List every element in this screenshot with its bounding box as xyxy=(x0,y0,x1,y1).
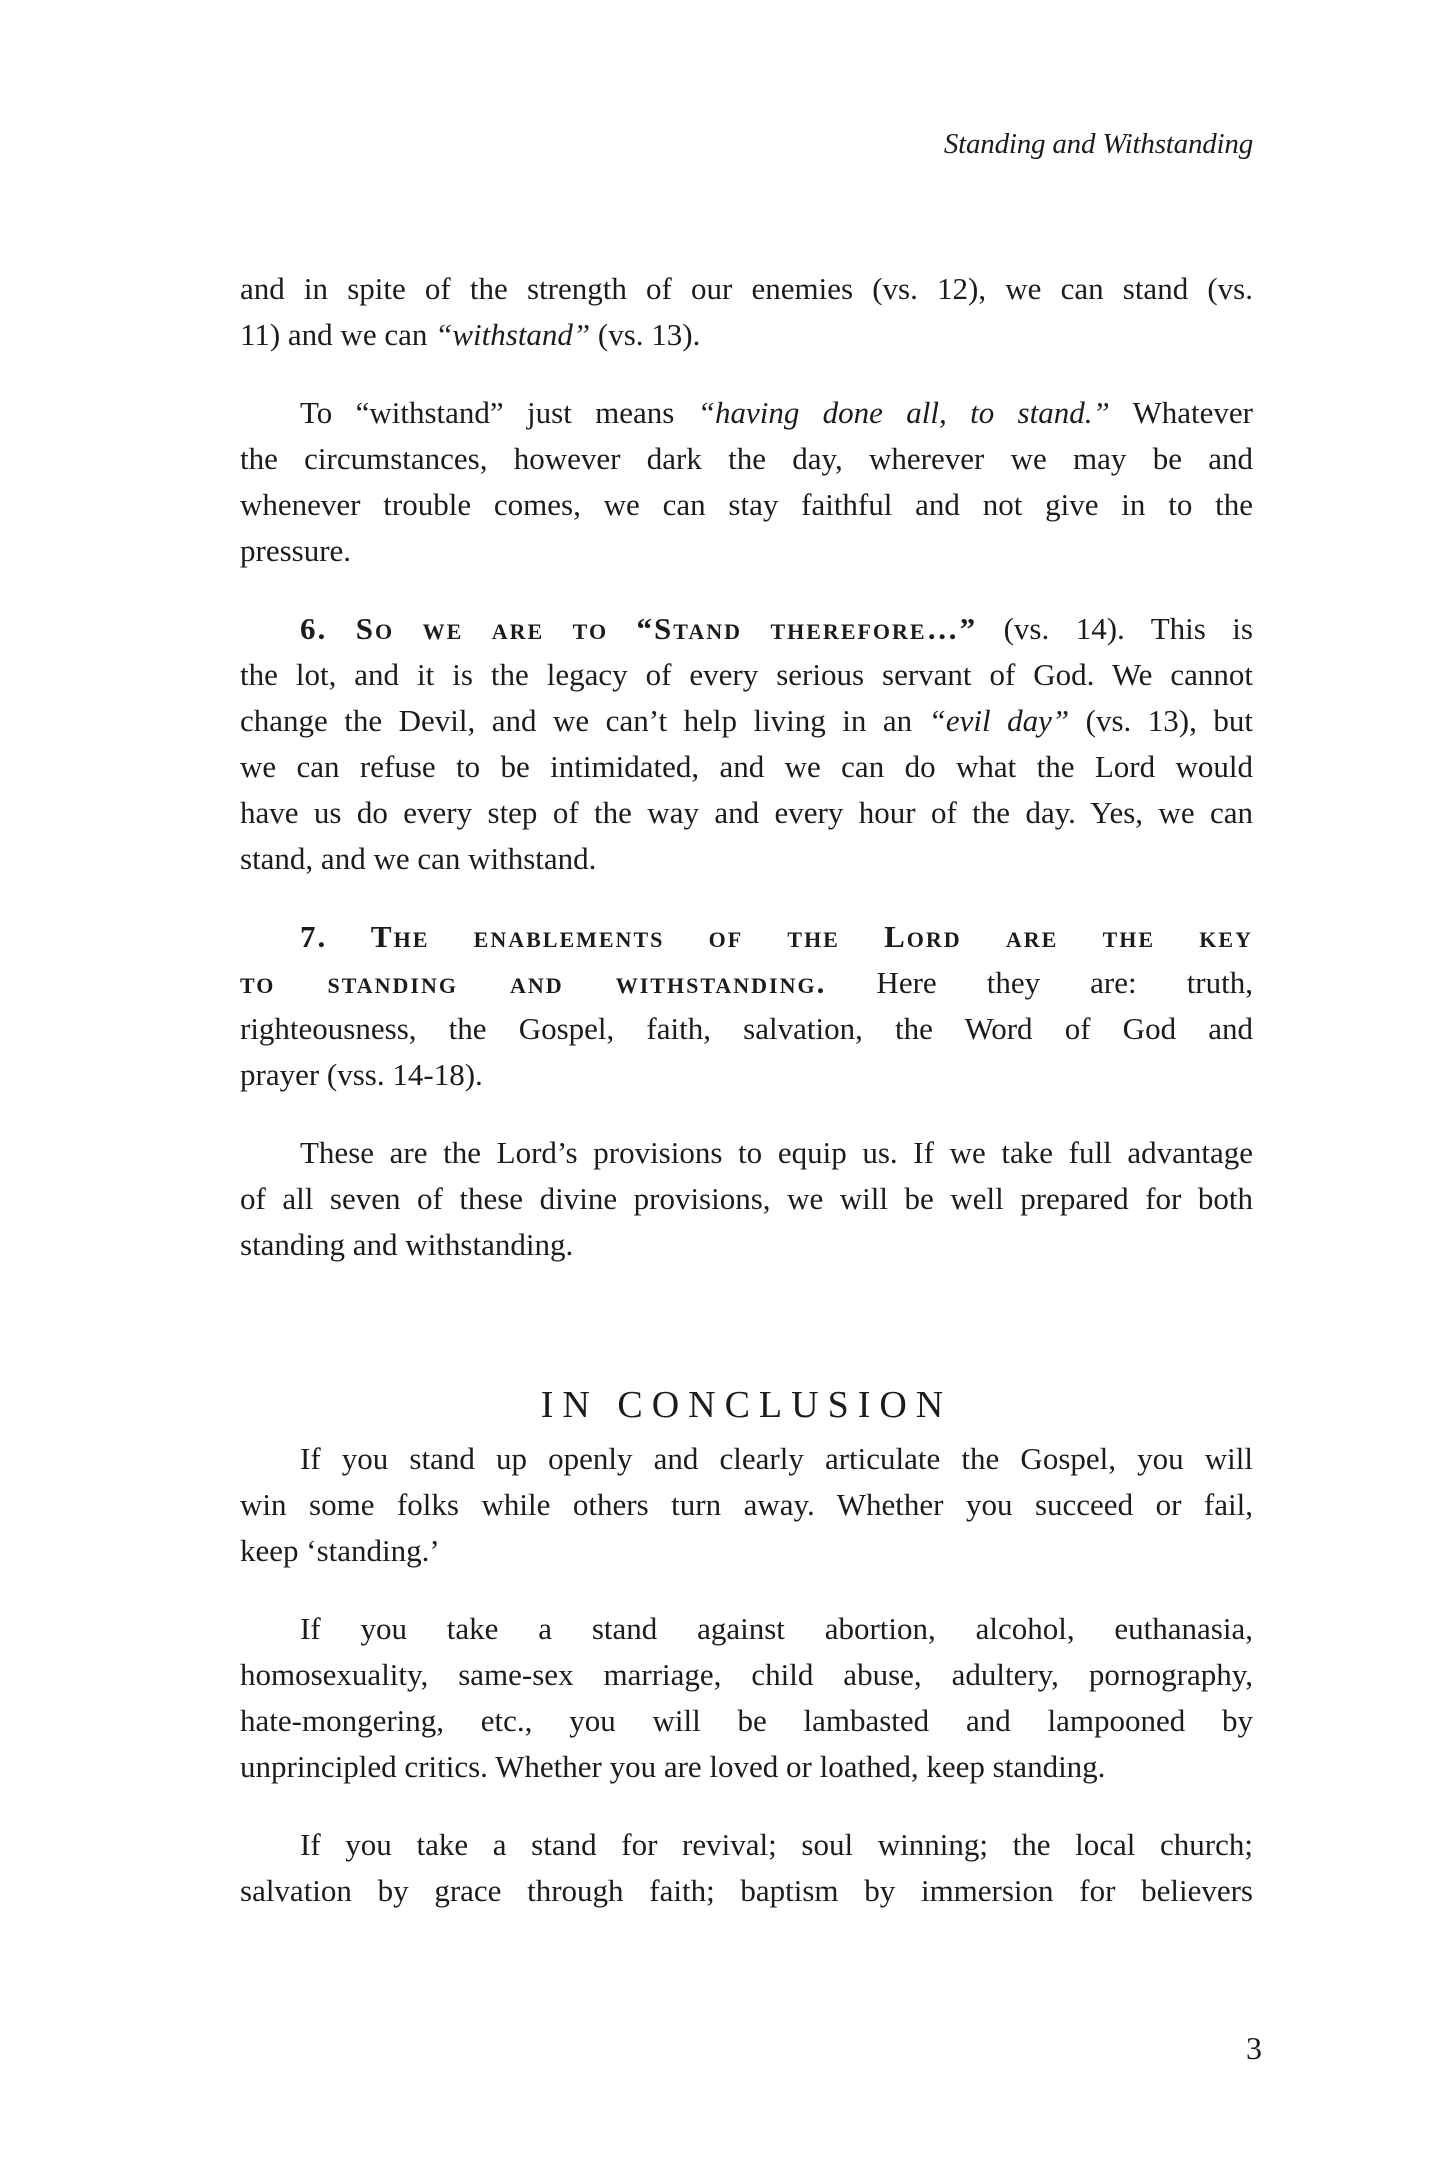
text-line xyxy=(240,1744,1253,1790)
text-line xyxy=(240,1436,1253,1482)
text-run: To “withstand” just means xyxy=(300,395,698,430)
paragraph xyxy=(240,914,1253,1098)
point-heading: 6. So we are to “Stand therefore…” xyxy=(300,611,978,646)
text-run: the lot, and it is the legacy of every serious servant of God. We cannot xyxy=(240,657,1253,692)
text-line xyxy=(240,1868,1253,1914)
text-run: unprincipled critics. Whether you are loved or loathed, keep standing. xyxy=(240,1749,1106,1784)
text-run: 11) and we can xyxy=(240,317,436,352)
running-head: Standing and Withstanding xyxy=(943,128,1253,160)
text-run: whenever trouble comes, we can stay faithful and not give in to the xyxy=(240,487,1253,522)
text-run: we can refuse to be intimidated, and we can do what the Lord would xyxy=(240,749,1253,784)
paragraph xyxy=(240,1822,1253,1914)
paragraph xyxy=(240,1606,1253,1790)
text-run: keep ‘standing.’ xyxy=(240,1533,440,1568)
text-run: Here they are: truth, xyxy=(826,965,1253,1000)
text-line xyxy=(240,744,1253,790)
text-line xyxy=(240,836,1253,882)
paragraph xyxy=(240,266,1253,358)
section-heading: IN CONCLUSION xyxy=(540,1383,953,1426)
text-run: righteousness, the Gospel, faith, salvation, the Word of God and xyxy=(240,1011,1253,1046)
text-line xyxy=(240,606,1253,652)
text-line xyxy=(240,1698,1253,1744)
text-line xyxy=(240,1052,1253,1098)
text-line xyxy=(240,436,1253,482)
text-run: have us do every step of the way and every hour of the day. Yes, we can xyxy=(240,795,1253,830)
text-run: (vs. 13), but xyxy=(1069,703,1253,738)
text-run: and in spite of the strength of our enemies (vs. 12), we can stand (vs. xyxy=(240,271,1253,306)
text-line xyxy=(240,790,1253,836)
text-line xyxy=(240,1606,1253,1652)
text-run: homosexuality, same-sex marriage, child abuse, adultery, pornography, xyxy=(240,1657,1253,1692)
text-line xyxy=(240,1222,1253,1268)
text-run: If you stand up openly and clearly articulate the Gospel, you will xyxy=(300,1441,1253,1476)
italic-quote: “having done all, to stand.” xyxy=(697,395,1110,430)
text-run: of all seven of these divine provisions, we will be well prepared for both xyxy=(240,1181,1253,1216)
text-line xyxy=(240,652,1253,698)
text-run: If you take a stand for revival; soul winning; the local church; xyxy=(300,1827,1253,1862)
text-run: win some folks while others turn away. Whether you succeed or fail, xyxy=(240,1487,1253,1522)
text-line xyxy=(240,528,1253,574)
text-run: standing and withstanding. xyxy=(240,1227,574,1262)
text-line xyxy=(240,266,1253,312)
text-run: salvation by grace through faith; baptism by immersion for believers xyxy=(240,1873,1253,1908)
text-run: the circumstances, however dark the day, wherever we may be and xyxy=(240,441,1253,476)
text-run: pressure. xyxy=(240,533,352,568)
text-run: stand, and we can withstand. xyxy=(240,841,597,876)
text-run: If you take a stand against abortion, alcohol, euthanasia, xyxy=(300,1611,1253,1646)
text-line xyxy=(240,1176,1253,1222)
italic-quote: “evil day” xyxy=(928,703,1070,738)
text-run: These are the Lord’s provisions to equip us. If we take full advantage xyxy=(300,1135,1253,1170)
point-heading: 7. The enablements of the Lord are the key xyxy=(300,919,1253,954)
text-line xyxy=(240,914,1253,960)
paragraph xyxy=(240,606,1253,882)
point-heading: to standing and withstanding. xyxy=(240,965,827,1000)
paragraph xyxy=(240,1436,1253,1574)
text-run: change the Devil, and we can’t help living in an xyxy=(240,703,929,738)
text-run: Whatever xyxy=(1109,395,1253,430)
paragraph xyxy=(240,390,1253,574)
text-line xyxy=(240,960,1253,1006)
text-run: hate-mongering, etc., you will be lambasted and lampooned by xyxy=(240,1703,1253,1738)
paragraph xyxy=(240,1130,1253,1268)
text-line xyxy=(240,1130,1253,1176)
text-line xyxy=(240,312,1253,358)
text-run: (vs. 14). This is xyxy=(977,611,1253,646)
text-line xyxy=(240,1652,1253,1698)
text-line xyxy=(240,482,1253,528)
text-line xyxy=(240,1822,1253,1868)
page-number: 3 xyxy=(1246,2030,1262,2066)
text-line xyxy=(240,390,1253,436)
text-line xyxy=(240,1006,1253,1052)
text-line xyxy=(240,1482,1253,1528)
text-run: prayer (vss. 14-18). xyxy=(240,1057,483,1092)
italic-quote: “withstand” xyxy=(435,317,591,352)
text-line xyxy=(240,698,1253,744)
text-line xyxy=(240,1528,1253,1574)
text-run: (vs. 13). xyxy=(590,317,701,352)
